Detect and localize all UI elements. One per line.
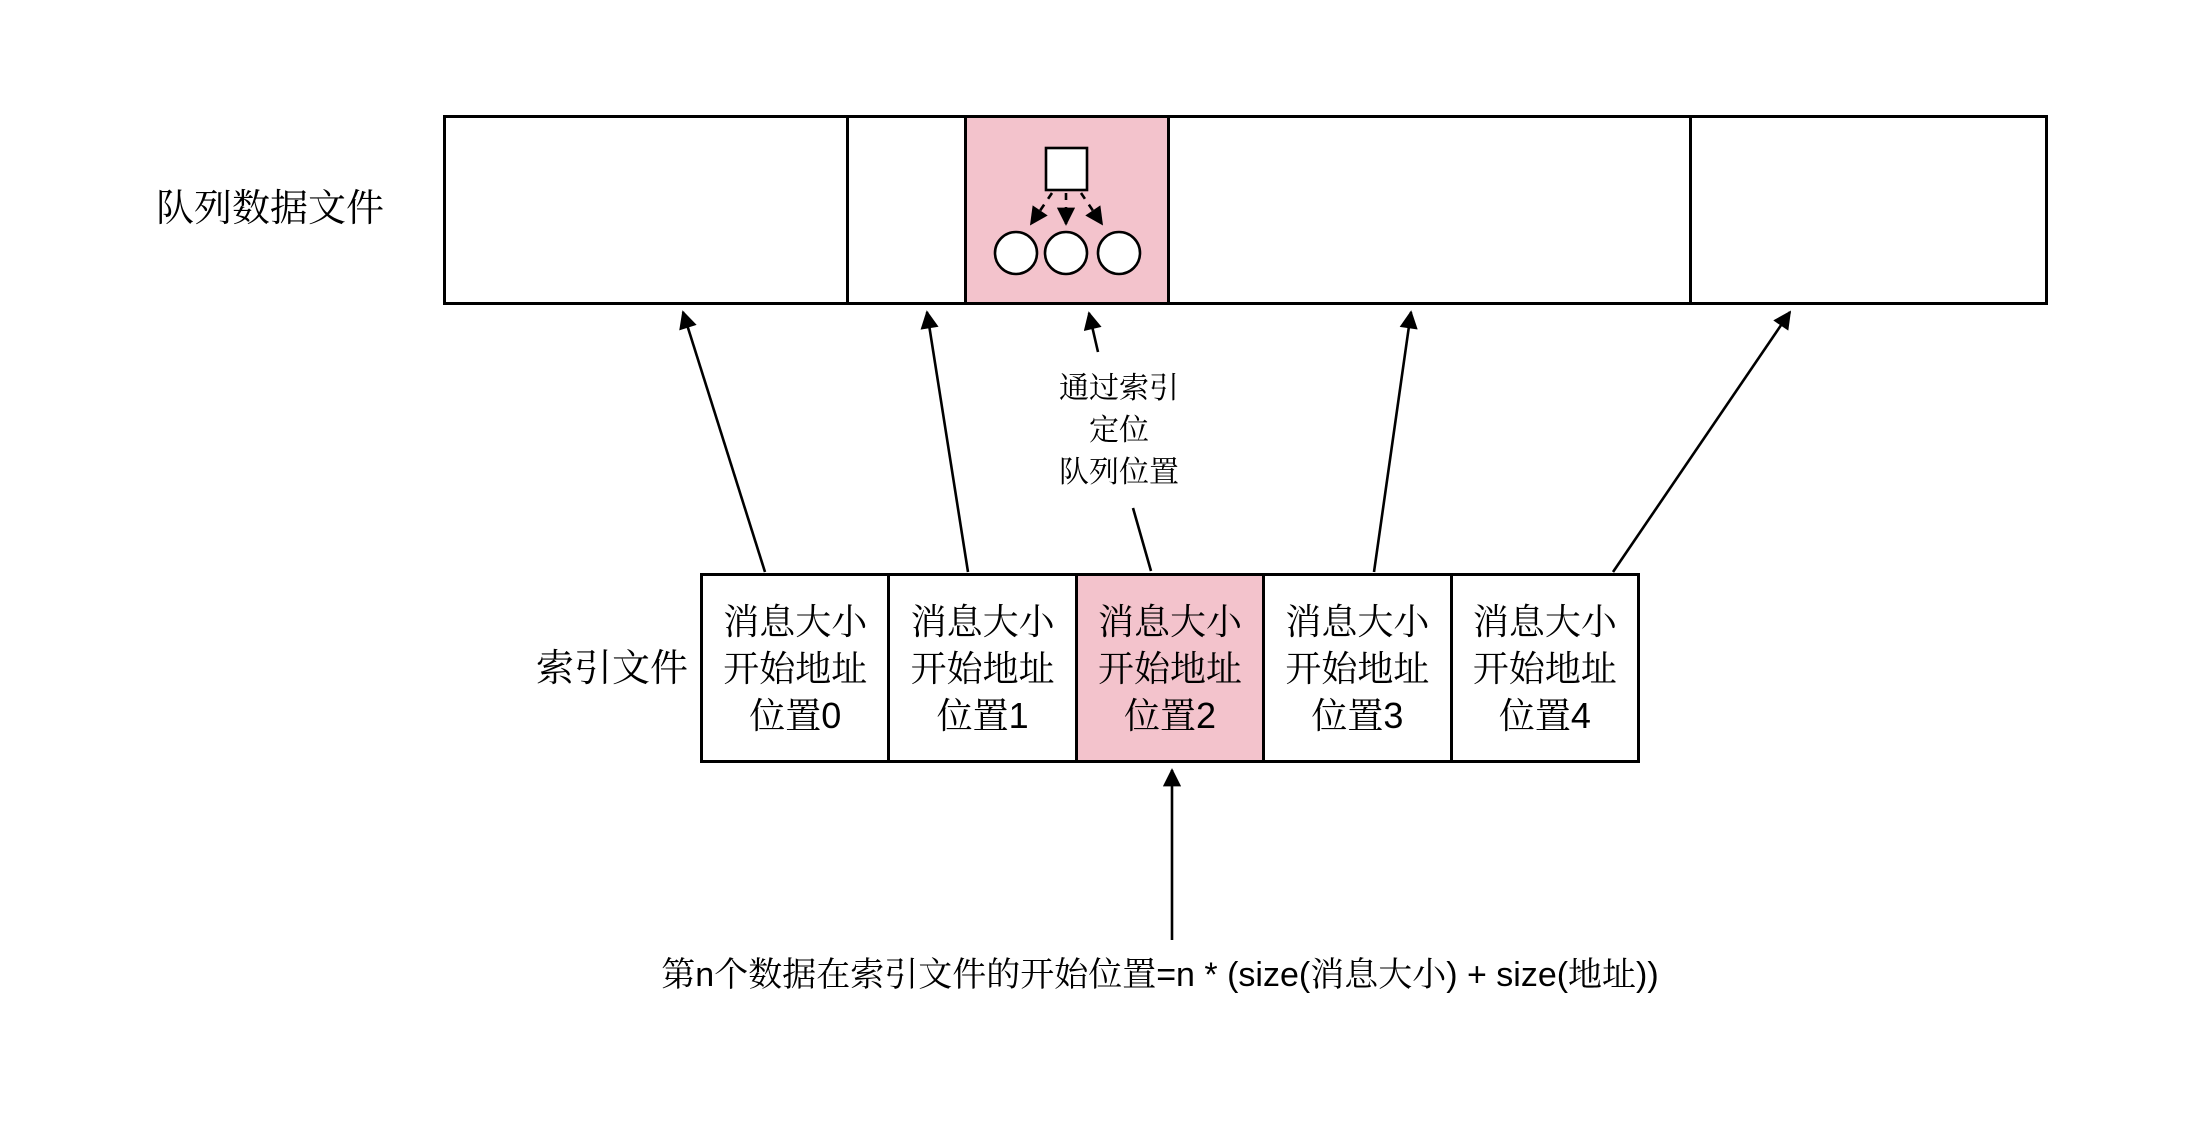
arrow-index1-to-queue: [927, 312, 968, 572]
arrow-index3-to-queue: [1374, 312, 1411, 572]
index-cell-line: 位置2: [1124, 694, 1217, 736]
queue-file-label: 队列数据文件: [155, 188, 384, 230]
index-file-row: [700, 573, 1640, 763]
index-cell-3: [1262, 576, 1449, 760]
arrow-note-to-queue: [1089, 313, 1098, 352]
line-note-to-index2: [1133, 508, 1151, 571]
index-cell-line: 开始地址: [910, 647, 1055, 689]
index-cell-line: 消息大小: [910, 600, 1055, 642]
arrow-index4-to-queue: [1613, 312, 1790, 572]
queue-data-file: [443, 115, 2048, 305]
index-position-formula: 第n个数据在索引文件的开始位置=n * (size(消息大小) + size(地址)): [661, 956, 1659, 994]
index-cell-line: 开始地址: [1098, 647, 1243, 689]
index-cell-1: [887, 576, 1074, 760]
index-cell-line: 开始地址: [723, 647, 868, 689]
arrow-index0-to-queue: [683, 312, 765, 572]
queue-section-0: [446, 118, 846, 302]
index-cell-0: [703, 576, 887, 760]
index-cell-line: 开始地址: [1472, 647, 1617, 689]
index-file-label: 索引文件: [535, 648, 688, 690]
index-cell-line: 位置0: [749, 694, 842, 736]
queue-section-4: [1692, 118, 2045, 302]
index-cell-line: 消息大小: [723, 600, 868, 642]
locate-note: [1019, 368, 1219, 494]
locate-note-line: 队列位置: [1059, 456, 1179, 489]
queue-section-3: [1170, 118, 1689, 302]
index-cell-line: 位置4: [1498, 694, 1591, 736]
queue-section-2: [964, 118, 1170, 302]
locate-note-line: 通过索引: [1059, 372, 1179, 405]
index-cell-line: 位置3: [1311, 694, 1404, 736]
index-cell-2: [1075, 576, 1262, 760]
index-cell-4: [1450, 576, 1637, 760]
queue-section-1: [849, 118, 964, 302]
index-cell-line: 开始地址: [1285, 647, 1430, 689]
index-cell-line: 消息大小: [1098, 600, 1243, 642]
index-cell-line: 位置1: [936, 694, 1029, 736]
index-cell-line: 消息大小: [1472, 600, 1617, 642]
locate-note-line: 定位: [1089, 414, 1149, 447]
index-cell-line: 消息大小: [1285, 600, 1430, 642]
